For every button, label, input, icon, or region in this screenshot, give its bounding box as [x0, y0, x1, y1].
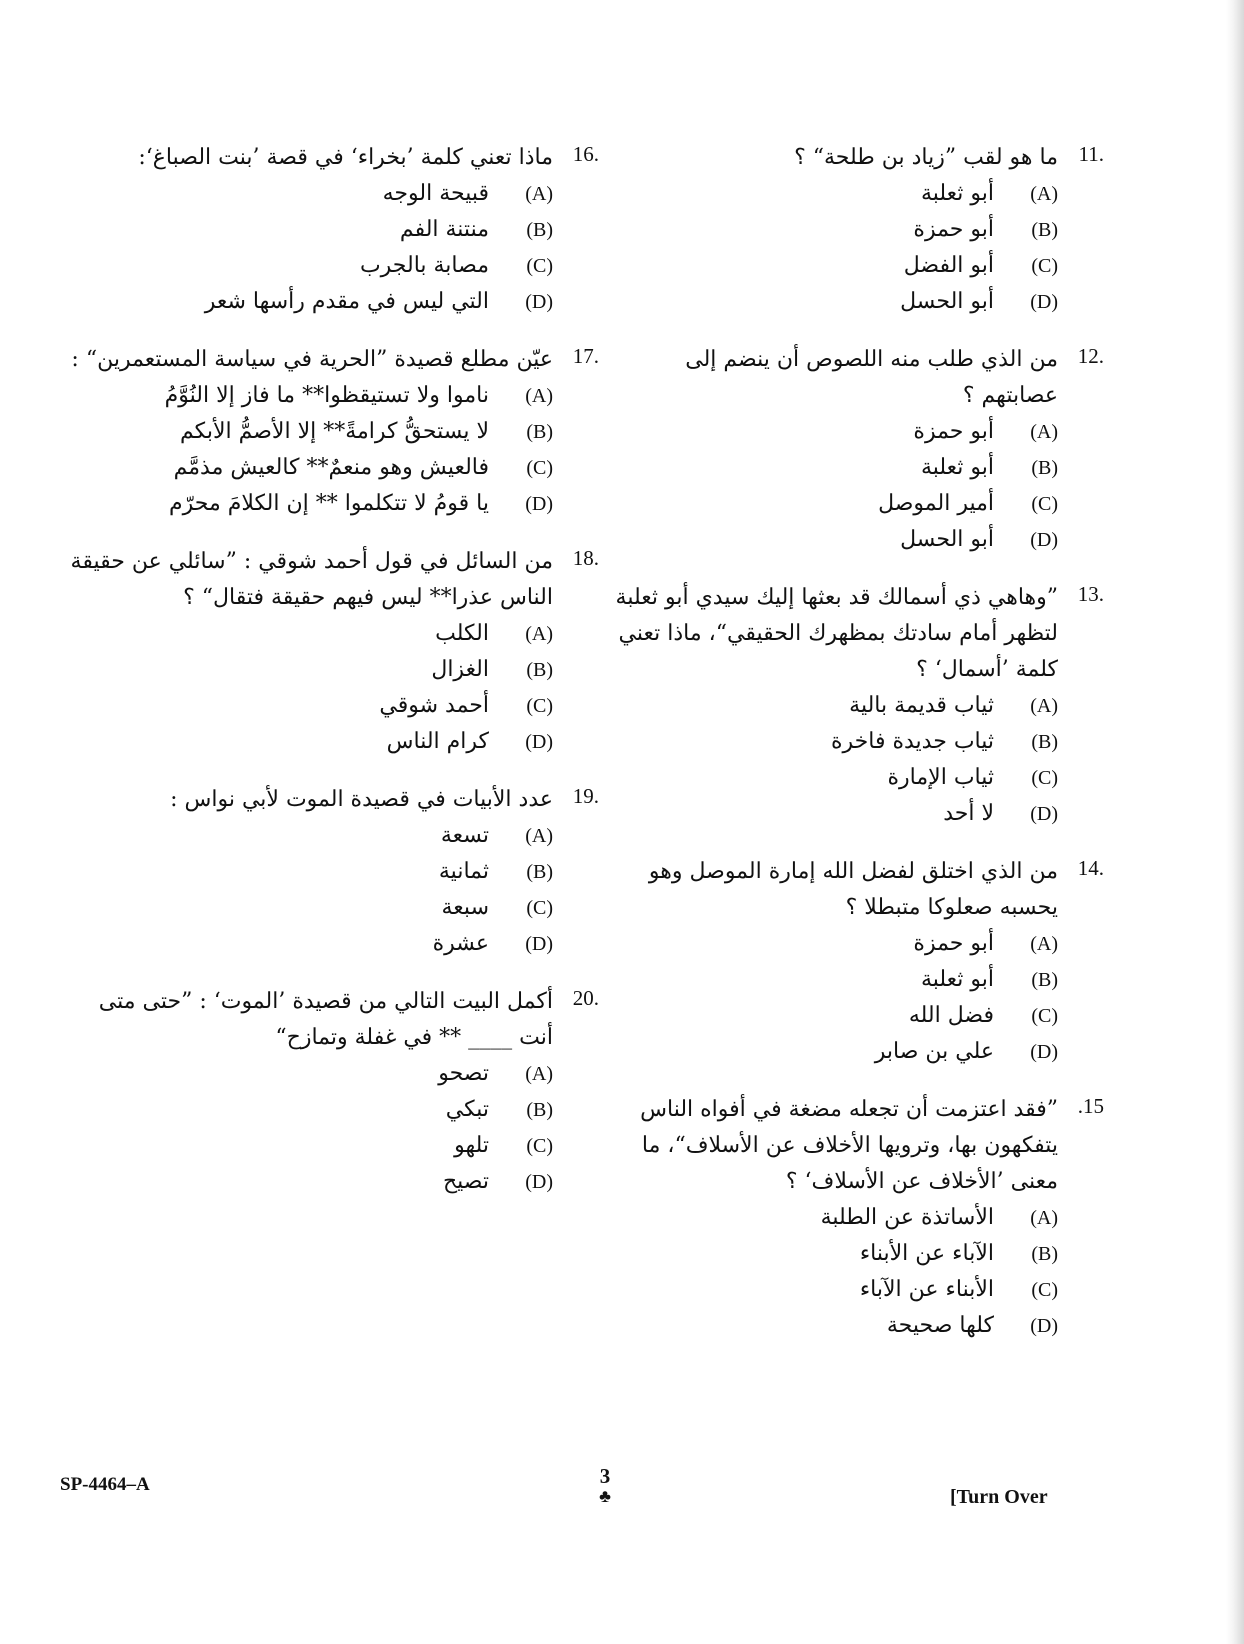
option-text: الأساتذة عن الطلبة	[820, 1205, 994, 1230]
option-letter: (B)	[1031, 457, 1058, 479]
question-stem: ”وهاهي ذي أسمالك قد بعثها إليك سيدي أبو ثعلبة لتظهر أمام سادتك بمظهرك الحقيقي“، ماذا تعني كلمة ’أسمال‘ ؟	[615, 585, 1058, 682]
question-number: 16.	[572, 142, 599, 166]
option-text: يا قومُ لا تتكلموا ** إن الكلامَ محرّم	[169, 491, 489, 516]
option-letter: (C)	[1031, 255, 1058, 277]
option-letter: (C)	[1031, 767, 1058, 789]
option-letter: (A)	[525, 825, 553, 847]
option-text: تبكي	[445, 1097, 489, 1122]
option-letter: (A)	[525, 385, 553, 407]
option-text: كرام الناس	[386, 729, 489, 754]
option-letter: (D)	[525, 1171, 553, 1193]
option-text: أبو حمزة	[913, 217, 994, 242]
option-d	[610, 796, 1058, 832]
left-question-column	[60, 140, 599, 1222]
option-d	[60, 284, 553, 320]
option-text: أبو الحسل	[900, 289, 994, 314]
option-letter: (B)	[1031, 969, 1058, 991]
option-a	[610, 176, 1058, 212]
option-a	[610, 1200, 1058, 1236]
turn-over-label: [Turn Over	[950, 1486, 1048, 1508]
option-letter: (B)	[526, 219, 553, 241]
option-text: الآباء عن الأبناء	[859, 1241, 994, 1266]
question-number: 14.	[1077, 856, 1104, 880]
question-16	[60, 140, 599, 320]
option-letter: (B)	[1031, 1243, 1058, 1265]
question-number: 12.	[1077, 344, 1104, 368]
option-b	[60, 212, 553, 248]
option-a	[60, 616, 553, 652]
option-c	[610, 1272, 1058, 1308]
option-letter: (B)	[1031, 731, 1058, 753]
option-text: أحمد شوقي	[379, 693, 489, 718]
option-letter: (D)	[1030, 1315, 1058, 1337]
option-text: الكلب	[435, 621, 489, 646]
option-text: أمير الموصل	[878, 491, 994, 516]
question-number: 17.	[572, 344, 599, 368]
question-11	[610, 140, 1104, 320]
option-text: الأبناء عن الآباء	[859, 1277, 994, 1302]
question-stem: عيّن مطلع قصيدة ”الحرية في سياسة المستعمرين“ :	[71, 347, 553, 372]
option-text: تلهو	[454, 1133, 489, 1158]
option-letter: (A)	[1030, 695, 1058, 717]
option-text: التي ليس في مقدم رأسها شعر	[204, 289, 489, 314]
question-12	[610, 342, 1104, 558]
question-18	[60, 544, 599, 760]
page-number: 3	[599, 1464, 611, 1488]
option-letter: (B)	[526, 861, 553, 883]
option-letter: (D)	[525, 933, 553, 955]
option-text: أبو ثعلبة	[920, 967, 994, 992]
question-17	[60, 342, 599, 522]
question-stem: عدد الأبيات في قصيدة الموت لأبي نواس :	[170, 787, 553, 812]
option-b	[610, 724, 1058, 760]
page-edge-shadow	[1226, 0, 1244, 1644]
question-number: 11.	[1078, 142, 1104, 166]
option-c	[60, 890, 553, 926]
option-a	[60, 176, 553, 212]
question-stem: ماذا تعني كلمة ’بخراء‘ في قصة ’بنت الصباغ‘:	[138, 145, 553, 170]
option-c	[60, 450, 553, 486]
option-letter: (A)	[1030, 933, 1058, 955]
option-text: الغزال	[431, 657, 489, 682]
option-text: فالعيش وهو منعمٌ** كالعيش مذمَّم	[173, 455, 489, 480]
option-letter: (D)	[1030, 529, 1058, 551]
option-c	[610, 998, 1058, 1034]
option-text: لا يستحقُّ كرامةً** إلا الأصمُّ الأبكم	[180, 419, 489, 444]
option-letter: (C)	[526, 457, 553, 479]
option-c	[60, 248, 553, 284]
option-letter: (A)	[1030, 1207, 1058, 1229]
question-20	[60, 984, 599, 1200]
option-text: ناموا ولا تستيقظوا** ما فاز إلا النُوَّمُ	[164, 383, 489, 408]
option-text: تصحو	[438, 1061, 489, 1086]
option-text: ثياب الإمارة	[887, 765, 994, 790]
right-question-column	[610, 140, 1104, 1366]
option-letter: (C)	[1031, 1279, 1058, 1301]
question-stem: ما هو لقب ”زياد بن طلحة“ ؟	[794, 145, 1058, 170]
option-text: تصيح	[442, 1169, 489, 1194]
option-b	[610, 450, 1058, 486]
option-letter: (C)	[526, 1135, 553, 1157]
option-c	[610, 760, 1058, 796]
option-text: كلها صحيحة	[886, 1313, 994, 1338]
option-a	[610, 414, 1058, 450]
option-letter: (B)	[526, 659, 553, 681]
option-text: قبيحة الوجه	[382, 181, 489, 206]
question-stem: من السائل في قول أحمد شوقي : ”سائلي عن حقيقة الناس عذرا** ليس فيهم حقيقة فتقال“ ؟	[70, 549, 553, 610]
option-letter: (D)	[1030, 1041, 1058, 1063]
option-a	[610, 688, 1058, 724]
option-text: أبو الحسل	[900, 527, 994, 552]
option-b	[610, 962, 1058, 998]
option-a	[610, 926, 1058, 962]
option-letter: (D)	[525, 493, 553, 515]
option-d	[610, 1034, 1058, 1070]
page-number-block	[585, 1466, 625, 1506]
option-letter: (C)	[526, 695, 553, 717]
option-c	[610, 248, 1058, 284]
option-letter: (A)	[1030, 183, 1058, 205]
option-c	[60, 1128, 553, 1164]
option-letter: (C)	[1031, 1005, 1058, 1027]
option-d	[60, 486, 553, 522]
option-b	[610, 212, 1058, 248]
question-15	[610, 1092, 1104, 1344]
option-text: مصابة بالجرب	[359, 253, 489, 278]
option-letter: (B)	[526, 421, 553, 443]
question-stem: من الذي طلب منه اللصوص أن ينضم إلى عصابتهم ؟	[685, 347, 1058, 408]
option-text: أبو حمزة	[913, 931, 994, 956]
option-b	[60, 854, 553, 890]
option-letter: (A)	[525, 1063, 553, 1085]
option-letter: (D)	[525, 291, 553, 313]
option-text: أبو حمزة	[913, 419, 994, 444]
option-text: أبو ثعلبة	[920, 181, 994, 206]
option-text: عشرة	[432, 931, 489, 956]
option-d	[610, 284, 1058, 320]
option-letter: (C)	[526, 255, 553, 277]
question-number: 18.	[572, 546, 599, 570]
option-a	[60, 818, 553, 854]
question-13	[610, 580, 1104, 832]
option-text: ثمانية	[438, 859, 489, 884]
option-text: منتنة الفم	[399, 217, 489, 242]
option-a	[60, 1056, 553, 1092]
option-c	[60, 688, 553, 724]
option-c	[610, 486, 1058, 522]
option-text: ثياب قديمة بالية	[849, 693, 994, 718]
option-letter: (C)	[1031, 493, 1058, 515]
option-d	[610, 1308, 1058, 1344]
question-14	[610, 854, 1104, 1070]
question-stem: من الذي اختلق لفضل الله إمارة الموصل وهو يحسبه صعلوكا متبطلا ؟	[648, 859, 1058, 920]
paper-code: SP-4464–A	[60, 1474, 150, 1495]
option-text: أبو ثعلبة	[920, 455, 994, 480]
option-letter: (D)	[1030, 803, 1058, 825]
option-letter: (C)	[526, 897, 553, 919]
option-letter: (D)	[1030, 291, 1058, 313]
question-number: 19.	[572, 784, 599, 808]
question-stem: أكمل البيت التالي من قصيدة ’الموت‘ : ”حتى متى أنت ____ ** في غفلة وتمازح“	[98, 989, 553, 1050]
option-b	[60, 652, 553, 688]
option-letter: (B)	[526, 1099, 553, 1121]
option-letter: (A)	[525, 623, 553, 645]
option-b	[60, 1092, 553, 1128]
option-text: تسعة	[440, 823, 489, 848]
option-text: علي بن صابر	[874, 1039, 994, 1064]
club-icon: ♣	[599, 1486, 611, 1506]
option-b	[610, 1236, 1058, 1272]
option-d	[60, 724, 553, 760]
option-text: فضل الله	[908, 1003, 994, 1028]
option-letter: (D)	[525, 731, 553, 753]
question-number: 13.	[1077, 582, 1104, 606]
option-text: سبعة	[441, 895, 489, 920]
option-d	[60, 926, 553, 962]
question-number: 20.	[572, 986, 599, 1010]
option-letter: (A)	[1030, 421, 1058, 443]
option-a	[60, 378, 553, 414]
question-number: .15	[1077, 1094, 1104, 1118]
question-19	[60, 782, 599, 962]
option-b	[60, 414, 553, 450]
option-d	[60, 1164, 553, 1200]
question-stem: ”فقد اعتزمت أن تجعله مضغة في أفواه الناس يتفكهون بها، وترويها الأخلاف عن الأسلاف“، ما معنى ’الأخلاف عن الأسلاف‘ ؟	[640, 1097, 1058, 1194]
option-letter: (B)	[1031, 219, 1058, 241]
option-d	[610, 522, 1058, 558]
option-text: ثياب جديدة فاخرة	[831, 729, 994, 754]
option-letter: (A)	[525, 183, 553, 205]
option-text: لا أحد	[943, 801, 994, 826]
option-text: أبو الفضل	[903, 253, 994, 278]
